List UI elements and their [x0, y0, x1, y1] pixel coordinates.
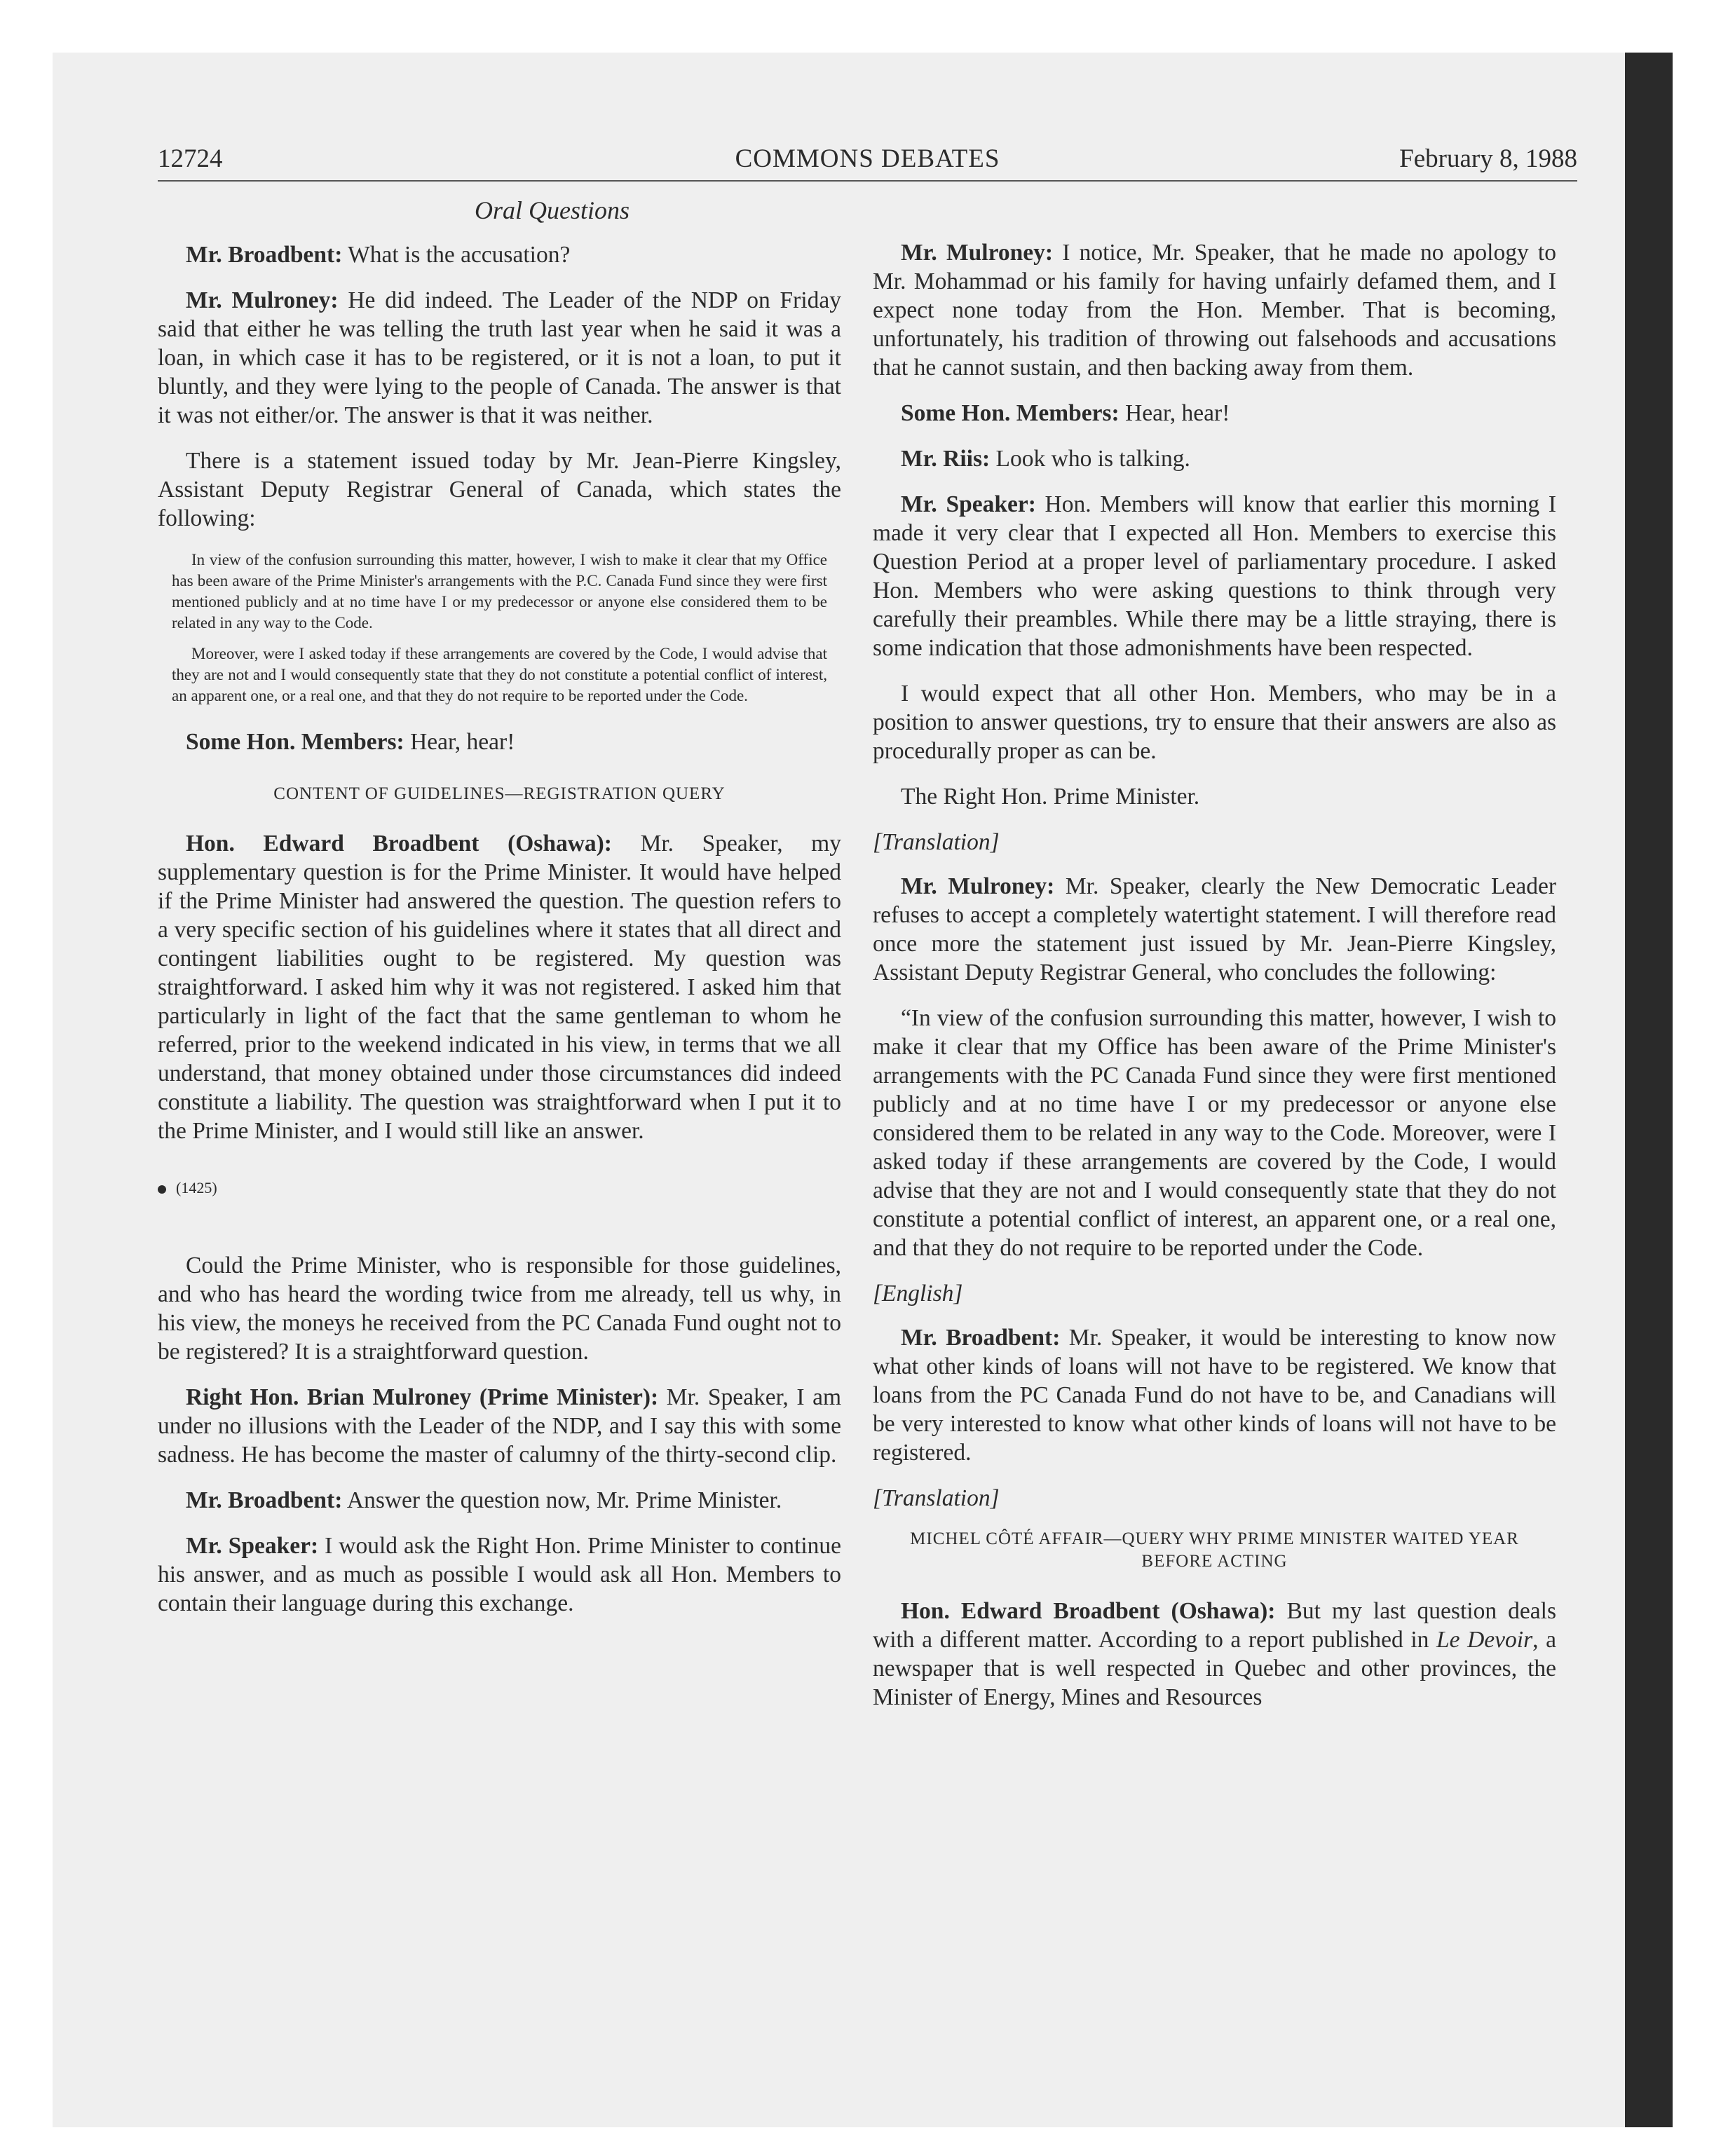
- time-marker-text: (1425): [176, 1179, 217, 1196]
- speech: But my last question deals with a different matter. According to a report published in: [873, 1598, 1556, 1653]
- speech: “In view of the confusion surrounding this matter, however, I wish to make it clear that my Office has been aware of the Prime Minister's arrangements with the PC Canada Fund since they were first mentioned publicly and at no time have I or my predecessor or anyone else considered them to be related in any way to the Code. Moreover, were I asked today if these arrangements are covered by the Code, I would advise that they are not and I would consequently state that they do not constitute a potential conflict of interest, an apparent one, or a real one, and that they do not require to be reported under the Code.: [873, 1005, 1556, 1261]
- speech: Hon. Members will know that earlier this morning I made it very clear that I expected all Hon. Members to exercise this Question Period at a proper level of parliamentary procedure. I asked Hon. Members who were asking questions to think through very carefully their preambles. While there may be a little straying, there is some indication that those admonishments have been respected.: [873, 491, 1556, 661]
- speaker: Mr. Mulroney:: [186, 287, 339, 313]
- speaker: Some Hon. Members:: [186, 729, 404, 755]
- speaker: Hon. Edward Broadbent (Oshawa):: [901, 1598, 1276, 1624]
- left-column: [158, 196, 841, 1635]
- block-quote: In view of the confusion surrounding this matter, however, I wish to make it clear that my Office has been aware of the Prime Minister's arrangements with the P.C. Canada Fund since they were first mentioned publicly and at no time have I or my predecessor or anyone else considered them to be related in any way to the Code.: [172, 551, 827, 632]
- scan-edge-shadow: [1625, 53, 1673, 2127]
- language-marker: [English]: [873, 1281, 963, 1306]
- speech: There is a statement issued today by Mr. Jean-Pierre Kingsley, Assistant Deputy Registrar General of Canada, which states the following:: [158, 448, 841, 531]
- paragraph: [873, 872, 1556, 987]
- paragraph: [158, 1486, 841, 1515]
- speech: Mr. Speaker, clearly the New Democratic Leader refuses to accept a completely watertight statement. I will therefore read once more the statement just issued by Mr. Jean-Pierre Kingsley, Assistant Deputy Registrar General, who concludes the following:: [873, 873, 1556, 985]
- speaker: Mr. Speaker:: [186, 1533, 319, 1559]
- language-marker: [Translation]: [873, 1485, 1000, 1511]
- page-header: [158, 144, 1577, 182]
- paragraph: [873, 1597, 1556, 1712]
- paragraph: [158, 446, 841, 533]
- paragraph: [873, 399, 1556, 428]
- subheading: MICHEL CÔTÉ AFFAIR—QUERY WHY PRIME MINISTER WAITED YEAR BEFORE ACTING: [910, 1529, 1519, 1571]
- speech: I notice, Mr. Speaker, that he made no apology to Mr. Mohammad or his family for having unfairly defamed them, and I expect none today from the Hon. Member. That is becoming, unfortunately, his tradition of throwing out falsehoods and accusations that he cannot sustain, and then backing away from them.: [873, 240, 1556, 381]
- speaker: Mr. Broadbent:: [901, 1325, 1061, 1351]
- speaker: Hon. Edward Broadbent (Oshawa):: [186, 831, 612, 857]
- speech: Mr. Speaker, I am under no illusions with the Leader of the NDP, and I say this with some sadness. He has become the master of calumny of the thirty-second clip.: [158, 1384, 842, 1468]
- speaker: Mr. Riis:: [901, 446, 991, 472]
- speech: Hear, hear!: [404, 729, 515, 755]
- speech: The Right Hon. Prime Minister.: [901, 784, 1200, 810]
- speech: I would ask the Right Hon. Prime Minister to continue his answer, and as much as possible I would ask all Hon. Members to contain their language during this exchange.: [158, 1533, 841, 1616]
- speech: I would expect that all other Hon. Members, who may be in a position to answer questions, try to ensure that their answers are also as procedurally proper as can be.: [873, 681, 1556, 764]
- speech: What is the accusation?: [342, 242, 571, 268]
- speech: Mr. Speaker, my supplementary question is for the Prime Minister. It would have helped if the Prime Minister had answered the question. The question refers to a very specific section of his guidelines where it states that all direct and contingent liabilities ought to be registered. My question was straightforward. I asked him why it was not registered. I asked him that particularly in light of the fact that the same gentleman to whom he referred, prior to the weekend indicated in his view, in terms that we all understand, that money obtained under those circumstances did indeed constitute a liability. The question was straightforward when I put it to the Prime Minister, and I would still like an answer.: [158, 831, 841, 1144]
- speaker: Right Hon. Brian Mulroney (Prime Minister):: [186, 1384, 659, 1410]
- newspaper-title: Le Devoir: [1436, 1627, 1533, 1653]
- paragraph: [873, 1323, 1556, 1467]
- speaker: Mr. Broadbent:: [186, 1487, 343, 1513]
- speech: Hear, hear!: [1119, 400, 1230, 426]
- paragraph: [158, 829, 841, 1145]
- speech: Could the Prime Minister, who is responsible for those guidelines, and who has heard the wording twice from me already, tell us why, in his view, the moneys he received from the PC Canada Fund ought not to be registered? It is a straightforward question.: [158, 1253, 841, 1365]
- paragraph: [873, 490, 1556, 662]
- paragraph: [873, 238, 1556, 382]
- language-marker: [Translation]: [873, 829, 1000, 855]
- speech: He did indeed. The Leader of the NDP on Friday said that either he was telling the truth last year when he said it was a loan, in which case it has to be registered, or it is not a loan, to put it bluntly, and they were lying to the people of Canada. The answer is that it was not either/or. The answer is that it was neither.: [158, 287, 842, 428]
- right-column: [873, 238, 1556, 1728]
- paragraph: [873, 782, 1556, 811]
- subheading: CONTENT OF GUIDELINES—REGISTRATION QUERY: [273, 784, 726, 803]
- block-quote: Moreover, were I asked today if these arrangements are covered by the Code, I would advise that they are not and I would consequently state that they do not constitute a potential conflict of interest, an apparent one, or a real one, and that they do not require to be reported under the Code.: [172, 645, 827, 704]
- speech: Mr. Speaker, it would be interesting to know now what other kinds of loans will not have to be registered. We know that loans from the PC Canada Fund do not have to be, and Canadians will be very interested to know what other kinds of loans will not have to be registered.: [873, 1325, 1556, 1466]
- speaker: Mr. Mulroney:: [901, 240, 1053, 266]
- paragraph: [158, 1383, 841, 1469]
- paragraph: [873, 679, 1556, 765]
- speech: Look who is talking.: [990, 446, 1190, 472]
- speaker: Mr. Broadbent:: [186, 242, 343, 268]
- paragraph: [873, 444, 1556, 473]
- speaker: Mr. Mulroney:: [901, 873, 1055, 899]
- publication-title: COMMONS DEBATES: [735, 144, 1000, 173]
- speaker: Some Hon. Members:: [901, 400, 1120, 426]
- speech: Answer the question now, Mr. Prime Minister.: [342, 1487, 782, 1513]
- speech: , a newspaper that is well respected in Quebec and other provinces, the Minister of Energy, Mines and Resources: [873, 1627, 1556, 1710]
- publication-date: February 8, 1988: [1399, 144, 1577, 173]
- paragraph: [873, 1004, 1556, 1262]
- paragraph: [158, 286, 841, 430]
- section-title: Oral Questions: [474, 196, 630, 224]
- paragraph: [158, 1251, 841, 1366]
- bullet-icon: [158, 1185, 166, 1194]
- paragraph: [158, 1531, 841, 1618]
- speaker: Mr. Speaker:: [901, 491, 1036, 517]
- time-marker: [158, 1173, 841, 1202]
- page-number: 12724: [158, 144, 223, 173]
- paragraph: [158, 728, 841, 756]
- paragraph: [158, 240, 841, 269]
